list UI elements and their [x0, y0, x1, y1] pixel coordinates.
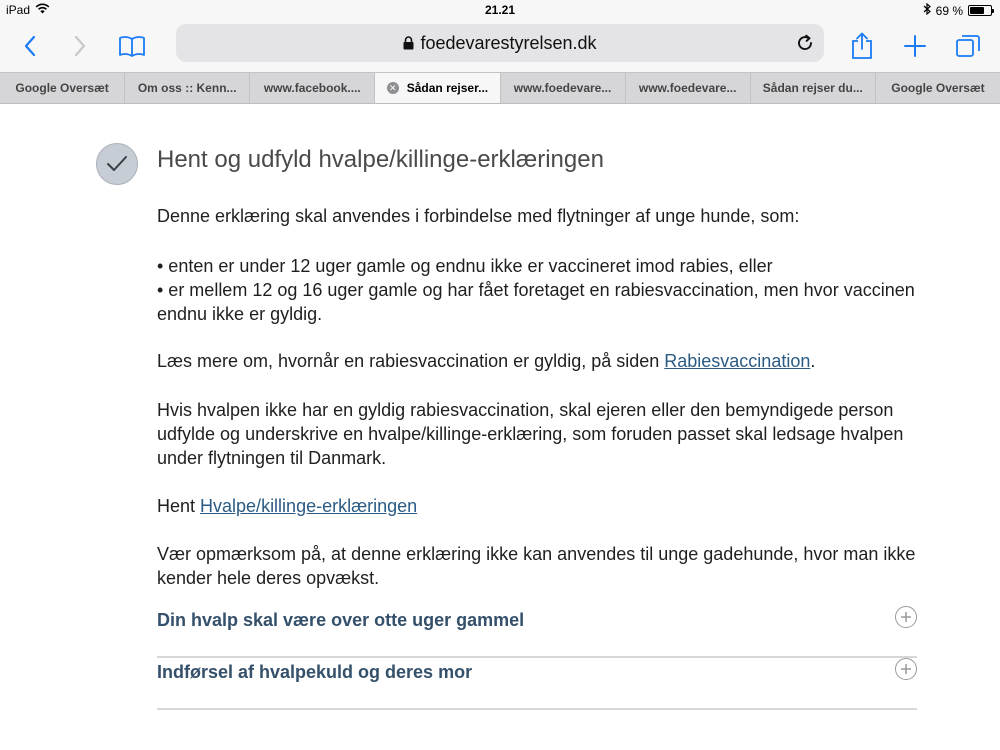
tab-foedevare-2[interactable] [626, 73, 751, 103]
tab-label: www.foedevare... [513, 81, 612, 95]
tab-facebook[interactable] [250, 73, 375, 103]
close-tab-icon[interactable]: ✕ [387, 82, 399, 94]
bookmarks-icon[interactable] [114, 28, 150, 64]
tab-label: Sådan rejser... [406, 81, 489, 95]
download-text: Hent [157, 496, 201, 516]
accordion-puppy-age[interactable] [157, 606, 917, 658]
reload-icon[interactable] [794, 32, 816, 54]
page-content [0, 104, 1000, 750]
device-label: iPad [6, 3, 31, 17]
tab-google-translate-2[interactable] [876, 73, 1000, 103]
bluetooth-icon [923, 3, 931, 18]
bullet-list [157, 254, 917, 326]
tab-label: Om oss :: Kenn... [137, 81, 237, 95]
expand-plus-icon[interactable] [895, 606, 917, 628]
back-icon[interactable] [12, 28, 48, 64]
lock-icon [403, 34, 414, 55]
tab-sadan-rejser-active[interactable] [375, 73, 500, 103]
list-item: • er mellem 12 og 16 uger gamle og har fået foretaget en rabiesvaccination, men hvor vaccinen endnu ikke er gyldig. [157, 280, 915, 324]
checkmark-icon [96, 143, 138, 185]
status-bar [0, 0, 1000, 20]
list-item: • enten er under 12 uger gamle og endnu ikke er vaccineret imod rabies, eller [157, 256, 773, 276]
browser-toolbar [0, 20, 1000, 72]
read-more-text: Læs mere om, hvornår en rabiesvaccination er gyldig, på siden [157, 351, 665, 371]
tab-label: Google Oversæt [15, 81, 109, 95]
expand-plus-icon[interactable] [895, 658, 917, 680]
intro-paragraph: Denne erklæring skal anvendes i forbindelse med flytninger af unge hunde, som: [157, 206, 800, 226]
forward-icon[interactable] [62, 28, 98, 64]
rabies-vaccination-link[interactable]: Rabiesvaccination [664, 351, 811, 371]
tab-label: www.foedevare... [638, 81, 737, 95]
battery-icon [968, 5, 992, 16]
page-title: Hent og udfyld hvalpe/killinge-erklæringen [157, 146, 604, 173]
address-url: foedevarestyrelsen.dk [420, 33, 597, 53]
tab-label: Sådan rejser du... [762, 81, 863, 95]
address-display [176, 33, 824, 55]
declaration-download-link[interactable]: Hvalpe/killinge-erklæringen [200, 496, 418, 516]
status-right [923, 3, 992, 18]
accordion-litter-import[interactable] [157, 658, 917, 710]
status-time: 21.21 [484, 3, 516, 17]
tab-foedevare-1[interactable] [501, 73, 626, 103]
address-bar[interactable] [176, 24, 824, 62]
note-paragraph: Vær opmærksom på, at denne erklæring ikke kan anvendes til unge gadehunde, hvor man ikke kender hele deres opvækst. [157, 544, 916, 588]
new-tab-icon[interactable] [897, 28, 933, 64]
tab-om-oss[interactable] [125, 73, 250, 103]
tab-sadan-rejser-du[interactable] [751, 73, 876, 103]
accordion-title: Indførsel af hvalpekuld og deres mor [157, 662, 473, 682]
tab-bar [0, 72, 1000, 104]
download-paragraph [157, 494, 917, 518]
battery-percent: 69 % [935, 3, 963, 18]
read-more-suffix: . [810, 351, 816, 371]
battery-fill [970, 7, 984, 14]
accordion-title: Din hvalp skal være over otte uger gammel [157, 610, 525, 630]
tab-label: Google Oversæt [891, 81, 985, 95]
tab-google-translate[interactable] [0, 73, 125, 103]
owner-paragraph: Hvis hvalpen ikke har en gyldig rabiesvaccination, skal ejeren eller den bemyndigede person udfylde og underskrive en hvalpe/killinge-erklæring, som foruden passet skal ledsage hvalpen under flytningen til Danmark. [157, 400, 904, 468]
tab-label: www.facebook.... [263, 81, 361, 95]
read-more-paragraph [157, 349, 917, 373]
tabs-icon[interactable] [950, 28, 986, 64]
share-icon[interactable] [844, 28, 880, 64]
